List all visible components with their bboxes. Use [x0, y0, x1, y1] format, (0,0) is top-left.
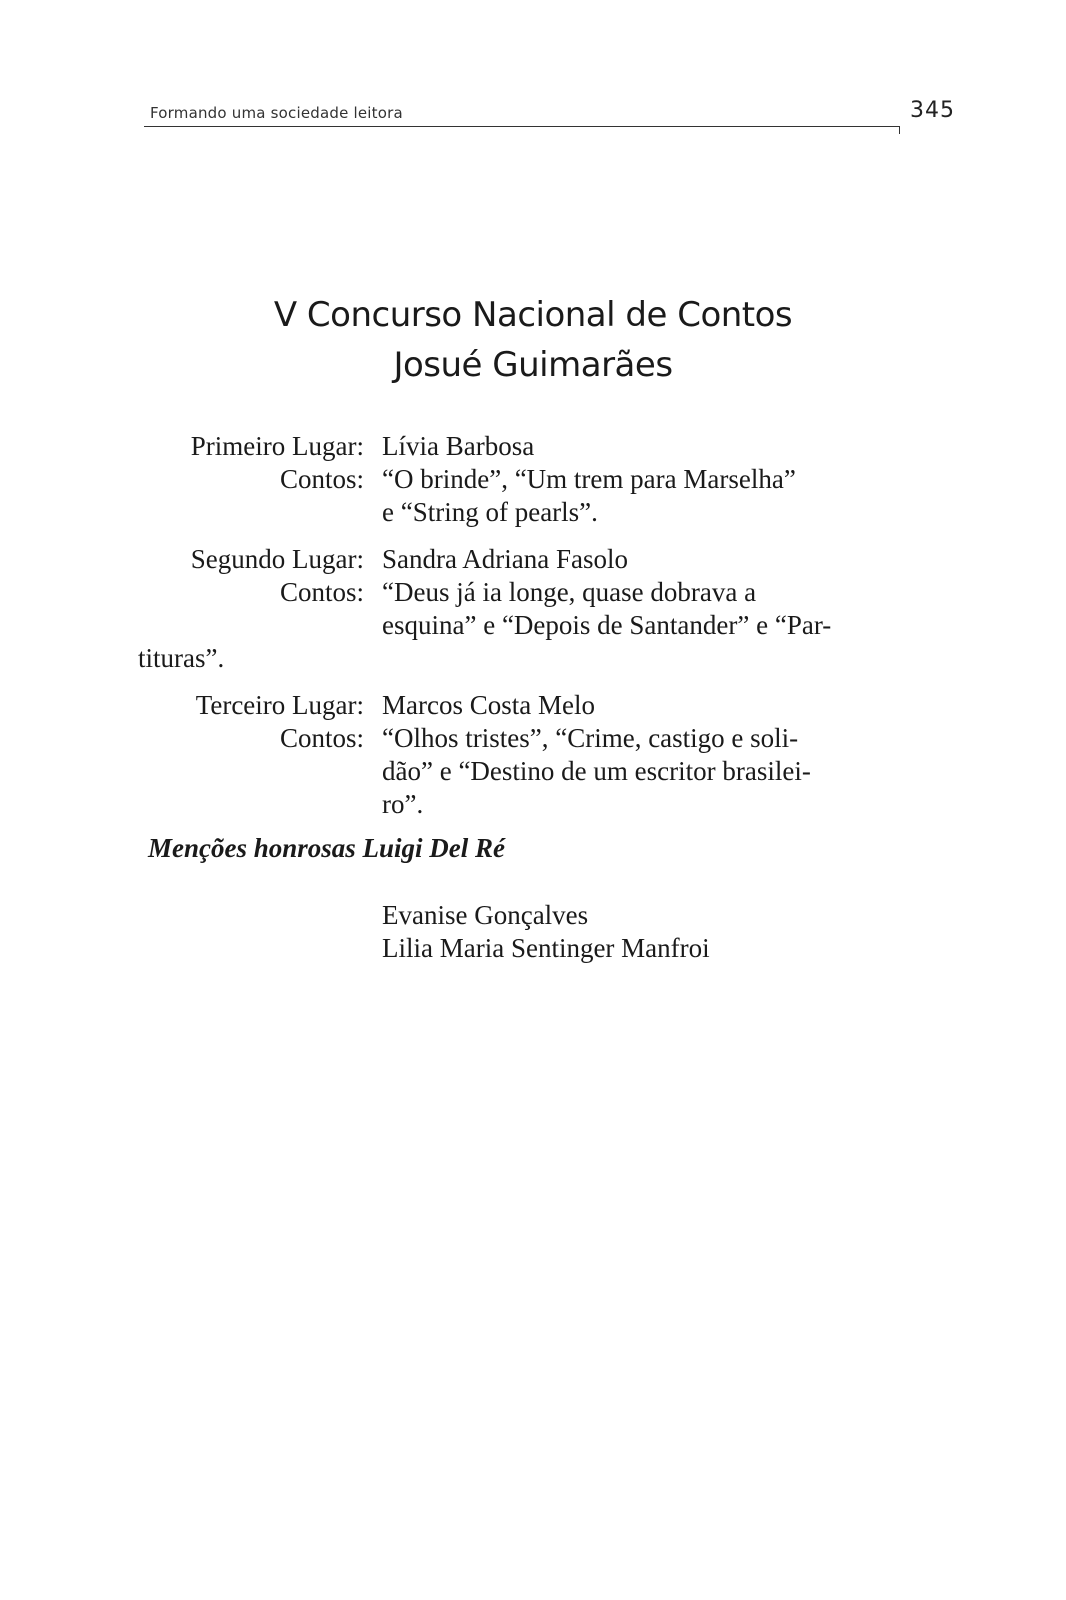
stories-label: Contos: — [279, 577, 364, 607]
stories-line: tituras”. — [138, 643, 225, 673]
stories-label: Contos: — [279, 723, 364, 753]
honorable-mentions-heading: Menções honrosas Luigi Del Ré — [148, 833, 506, 863]
stories-line: e “String of pearls”. — [382, 497, 598, 527]
stories-line: “Olhos tristes”, “Crime, castigo e soli- — [382, 723, 799, 753]
winner-name: Lívia Barbosa — [382, 431, 535, 461]
stories-line: esquina” e “Depois de Santander” e “Par- — [382, 610, 832, 640]
winner-name: Sandra Adriana Fasolo — [382, 544, 628, 574]
stories-line: ro”. — [382, 789, 424, 819]
placing-first — [0, 430, 1066, 529]
place-label: Segundo Lugar: — [190, 544, 364, 574]
stories-line: “Deus já ia longe, quase dobrava a — [382, 577, 757, 607]
placing-second — [0, 543, 1066, 675]
place-label: Terceiro Lugar: — [195, 690, 364, 720]
honorable-mention-name: Evanise Gonçalves — [382, 900, 589, 930]
running-header — [144, 102, 900, 127]
honorable-mentions-list — [382, 899, 710, 965]
stories-label: Contos: — [279, 464, 364, 494]
placing-third — [0, 689, 1066, 821]
header-rule-tick — [899, 126, 901, 134]
stories-line: “O brinde”, “Um trem para Marselha” — [382, 464, 796, 494]
stories-line: dão” e “Destino de um escritor brasilei- — [382, 756, 811, 786]
title-line-1: V Concurso Nacional de Contos — [273, 295, 793, 335]
running-title: Formando uma sociedade leitora — [150, 104, 403, 122]
honorable-mention-name: Lilia Maria Sentinger Manfroi — [382, 933, 710, 963]
title-line-2: Josué Guimarães — [393, 345, 673, 385]
page-title — [140, 290, 926, 390]
winner-name: Marcos Costa Melo — [382, 690, 595, 720]
place-label: Primeiro Lugar: — [190, 431, 364, 461]
page-number: 345 — [910, 98, 955, 123]
